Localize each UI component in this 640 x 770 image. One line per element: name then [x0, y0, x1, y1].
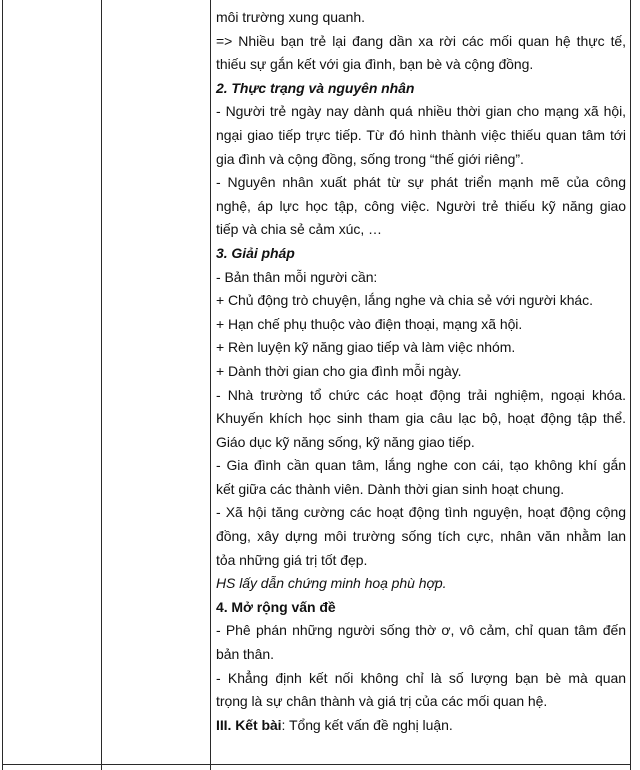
text-line: trọng là sự chân thành và giá trị của các mối quan hệ. [216, 693, 548, 710]
table-border-left [2, 0, 3, 770]
table-divider-2 [210, 0, 211, 770]
conclusion-heading: III. Kết bài [216, 716, 282, 733]
text-line: - Xã hội tăng cường các hoạt động tình nguyện, hoạt động cộng [216, 504, 626, 521]
text-line: - Nguyên nhân xuất phát từ sự phát triển mạnh mẽ của công [216, 174, 626, 191]
section-heading: 2. Thực trạng và nguyên nhân [216, 79, 415, 96]
text-line: Khuyến khích học sinh tham gia câu lạc bộ, hoạt động tập thể. [216, 410, 626, 427]
text-line: - Gia đình cần quan tâm, lắng nghe con cái, tạo không khí gắn [216, 457, 626, 474]
text-line: Giáo dục kỹ năng sống, kỹ năng giao tiếp. [216, 433, 475, 450]
answer-content [216, 6, 626, 737]
conclusion-text: : Tổng kết vấn đề nghị luận. [281, 716, 453, 733]
text-line: - Bản thân mỗi người cần: [216, 268, 378, 285]
text-line: tiếp và chia sẻ cảm xúc, … [216, 221, 382, 238]
text-line: - Khẳng định kết nối không chỉ là số lượng bạn bè mà quan [216, 669, 626, 686]
text-line: nghệ, áp lực học tập, công việc. Người trẻ thiếu kỹ năng giao [216, 197, 626, 214]
text-line: + Chủ động trò chuyện, lắng nghe và chia sẻ với người khác. [216, 292, 593, 309]
text-line: thiếu sự gắn kết với gia đình, bạn bè và cộng đồng. [216, 56, 534, 73]
table-divider-1 [101, 0, 102, 770]
text-line: + Dành thời gian cho gia đình mỗi ngày. [216, 362, 462, 379]
conclusion-line [216, 714, 626, 738]
table-border-right [630, 0, 631, 770]
text-line: bản thân. [216, 646, 274, 663]
section-heading: 3. Giải pháp [216, 244, 295, 261]
text-line: - Người trẻ ngày nay dành quá nhiều thời gian cho mạng xã hội, [216, 103, 626, 120]
text-line: + Rèn luyện kỹ năng giao tiếp và làm việc nhóm. [216, 339, 516, 356]
text-line: gia đình và cộng đồng, sống trong “thế giới riêng”. [216, 150, 524, 167]
text-line: môi trường xung quanh. [216, 9, 365, 25]
text-line: kết giữa các thành viên. Dành thời gian sinh hoạt chung. [216, 480, 565, 497]
table-border-bottom [2, 764, 631, 765]
text-line: HS lấy dẫn chứng minh hoạ phù hợp. [216, 575, 447, 592]
section-heading: 4. Mở rộng vấn đề [216, 598, 336, 615]
text-line: tỏa những giá trị tốt đẹp. [216, 551, 368, 568]
text-line: - Phê phán những người sống thờ ơ, vô cảm, chỉ quan tâm đến [216, 622, 626, 639]
text-line: đồng, xây dựng môi trường sống tích cực, nhân văn nhằm lan [216, 528, 626, 545]
text-line: + Hạn chế phụ thuộc vào điện thoại, mạng xã hội. [216, 315, 523, 332]
text-line: => Nhiều bạn trẻ lại đang dần xa rời các mối quan hệ thực tế, [216, 32, 626, 49]
text-line: ngại giao tiếp trực tiếp. Từ đó hình thành việc thiếu quan tâm tới [216, 126, 626, 143]
text-line: - Nhà trường tổ chức các hoạt động trải nghiệm, ngoại khóa. [216, 386, 626, 403]
